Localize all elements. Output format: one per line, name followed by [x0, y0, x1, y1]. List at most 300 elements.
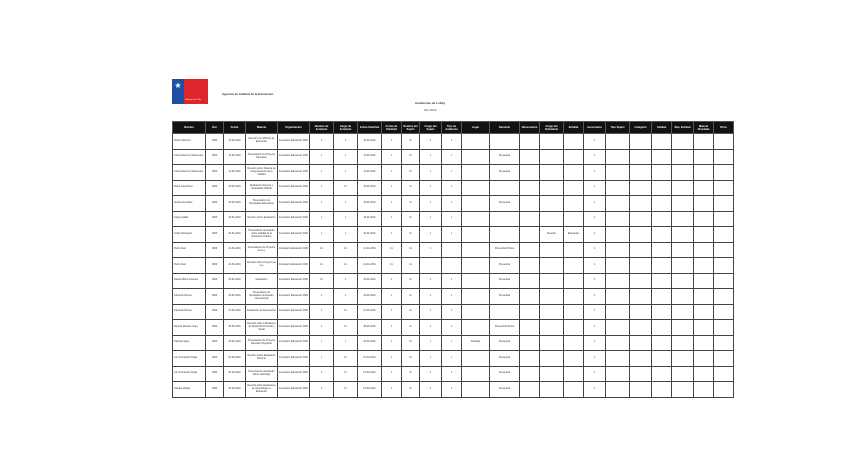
table-cell: Presencial — [490, 165, 520, 181]
table-cell — [694, 335, 714, 351]
table-cell: 1 — [420, 227, 442, 243]
table-cell: 1 — [334, 196, 358, 212]
table-row — [173, 351, 734, 367]
table-cell: Fundación Educación 2020 — [278, 335, 310, 351]
logo-label: Gobierno de Chile — [185, 99, 202, 101]
table-cell: 11 — [382, 258, 402, 274]
table-cell — [564, 134, 584, 150]
column-header: Tipo de Audiencia — [442, 122, 462, 134]
table-cell: 1 — [334, 134, 358, 150]
table-cell — [606, 335, 630, 351]
table-cell — [694, 366, 714, 382]
table-cell: 1 — [310, 149, 334, 165]
table-cell: 29-01-2016 — [358, 335, 382, 351]
table-cell: 1 — [420, 180, 442, 196]
table-cell: 1 — [310, 382, 334, 398]
table-cell: Fundación Educación 2020 — [278, 165, 310, 181]
table-cell — [520, 242, 540, 258]
table-cell: 1 — [382, 366, 402, 382]
table-cell — [564, 320, 584, 336]
table-cell: 12-01-2016 — [358, 134, 382, 150]
table-cell: 1800 — [206, 320, 224, 336]
table-cell: 1800 — [206, 273, 224, 289]
table-cell: 1 — [442, 196, 462, 212]
table-cell: 1 — [310, 134, 334, 150]
table-cell: Reunión sobre Evaluación Docente — [246, 351, 278, 367]
table-cell: Fundación Educación 2020 — [278, 320, 310, 336]
table-cell — [630, 242, 652, 258]
column-header: Otros — [714, 122, 734, 134]
table-cell: Educación — [564, 227, 584, 243]
table-cell — [564, 351, 584, 367]
table-cell — [630, 211, 652, 227]
column-header: Materia — [246, 122, 278, 134]
table-row — [173, 165, 734, 181]
table-cell: Evaluación de Desempeño — [246, 304, 278, 320]
table-cell: 1 — [442, 134, 462, 150]
table-cell — [462, 134, 490, 150]
table-cell — [652, 304, 672, 320]
table-cell: 1 — [382, 335, 402, 351]
table-cell — [564, 273, 584, 289]
table-cell: 1 — [584, 351, 606, 367]
table-cell: 19-01-2016 — [358, 211, 382, 227]
table-cell: Presentación de Resultados Educativos — [246, 196, 278, 212]
table-cell — [652, 134, 672, 150]
table-row — [173, 134, 734, 150]
table-cell — [520, 149, 540, 165]
table-cell — [672, 149, 694, 165]
table-cell — [520, 351, 540, 367]
table-cell: Ricardo Morales Vega — [173, 320, 206, 336]
table-cell — [606, 211, 630, 227]
table-cell — [672, 289, 694, 305]
table-cell — [520, 304, 540, 320]
column-header: Tipo Sujeto — [606, 122, 630, 134]
table-cell — [540, 320, 564, 336]
table-cell: 1 — [310, 196, 334, 212]
table-cell — [606, 289, 630, 305]
table-cell — [564, 304, 584, 320]
table-cell: 1 — [334, 227, 358, 243]
table-row — [173, 273, 734, 289]
table-cell — [564, 196, 584, 212]
table-cell: 1 — [382, 289, 402, 305]
table-cell — [652, 149, 672, 165]
table-cell: 1 — [420, 335, 442, 351]
table-cell — [714, 289, 734, 305]
column-header: Asesorados — [584, 122, 606, 134]
table-cell: Presentación de Estudio Sobre Liderazgo — [246, 366, 278, 382]
table-cell — [714, 258, 734, 274]
table-cell — [540, 211, 564, 227]
table-cell: 1 — [584, 227, 606, 243]
table-cell — [540, 335, 564, 351]
table-cell: 1 — [442, 320, 462, 336]
table-cell: 1 — [442, 165, 462, 181]
table-cell — [520, 134, 540, 150]
column-header: Fecha — [224, 122, 246, 134]
table-row — [173, 289, 734, 305]
table-cell — [540, 165, 564, 181]
table-row — [173, 335, 734, 351]
table-cell — [564, 335, 584, 351]
table-cell: 1800 — [206, 258, 224, 274]
column-header: Nombre del Sujeto — [402, 122, 420, 134]
table-cell: Reunión con Ministro de Educación — [246, 134, 278, 150]
table-cell — [630, 165, 652, 181]
table-cell: 26-01-2016 — [224, 289, 246, 305]
star-icon: ★ — [174, 81, 182, 90]
table-cell: 11 — [402, 304, 420, 320]
table-cell: 25-01-2016 — [358, 273, 382, 289]
table-cell — [606, 227, 630, 243]
table-cell: Presentación de Resultados de Estudio Internacional — [246, 289, 278, 305]
table-cell — [520, 366, 540, 382]
table-cell: 03-02-2016 — [358, 382, 382, 398]
table-cell: Presencial Oficina — [490, 320, 520, 336]
column-header: Organización — [278, 122, 310, 134]
table-cell — [652, 335, 672, 351]
table-cell: Presencial — [490, 273, 520, 289]
table-cell — [714, 227, 734, 243]
table-cell: Andrea González — [173, 196, 206, 212]
table-cell: 11 — [402, 335, 420, 351]
table-cell: 18-01-2016 — [224, 196, 246, 212]
table-cell: Luis Fernández Rojas — [173, 351, 206, 367]
table-cell: Evaluación — [246, 273, 278, 289]
column-header: Duración — [490, 122, 520, 134]
table-cell — [630, 382, 652, 398]
table-cell — [672, 180, 694, 196]
table-cell — [606, 165, 630, 181]
table-cell: 11 — [382, 242, 402, 258]
table-cell — [694, 149, 714, 165]
table-cell — [694, 165, 714, 181]
table-cell — [520, 320, 540, 336]
lobby-table — [172, 121, 734, 398]
table-cell — [462, 211, 490, 227]
table-cell — [714, 366, 734, 382]
table-cell — [630, 304, 652, 320]
table-cell: 11 — [334, 304, 358, 320]
table-cell: 22-01-2016 — [224, 258, 246, 274]
table-cell: 1 — [382, 227, 402, 243]
table-cell — [564, 149, 584, 165]
table-cell: Fundación Educación 2020 — [278, 242, 310, 258]
document-subtitle: Año 2016 — [423, 108, 437, 112]
table-cell — [520, 289, 540, 305]
government-logo — [172, 79, 208, 104]
table-cell — [672, 366, 694, 382]
table-cell — [694, 273, 714, 289]
table-cell: Reunión — [540, 227, 564, 243]
table-cell — [462, 382, 490, 398]
table-cell — [520, 227, 540, 243]
table-cell — [442, 258, 462, 274]
table-cell — [714, 180, 734, 196]
table-cell: 1 — [334, 289, 358, 305]
table-cell — [564, 382, 584, 398]
table-cell — [652, 196, 672, 212]
table-cell — [630, 273, 652, 289]
table-cell: 19-01-2016 — [224, 211, 246, 227]
table-cell — [694, 211, 714, 227]
table-cell — [652, 366, 672, 382]
table-cell — [520, 335, 540, 351]
table-cell: 26-01-2016 — [358, 289, 382, 305]
table-cell: 1800 — [206, 211, 224, 227]
column-header: Nombre — [173, 122, 206, 134]
table-cell — [606, 149, 630, 165]
table-cell: 1 — [310, 304, 334, 320]
table-cell: 1 — [382, 320, 402, 336]
table-cell — [564, 180, 584, 196]
table-cell: 1 — [420, 242, 442, 258]
table-cell: 1 — [310, 165, 334, 181]
table-cell: 1800 — [206, 242, 224, 258]
table-cell: 1 — [442, 351, 462, 367]
table-cell — [462, 366, 490, 382]
table-row — [173, 304, 734, 320]
table-cell: 1 — [584, 242, 606, 258]
table-cell: 11 — [310, 258, 334, 274]
table-cell: 1 — [334, 273, 358, 289]
column-header: Rep. Entidad — [672, 122, 694, 134]
table-cell: 11 — [402, 273, 420, 289]
table-cell — [694, 180, 714, 196]
table-cell: 1 — [334, 211, 358, 227]
table-cell: 1 — [420, 382, 442, 398]
column-header: Rut — [206, 122, 224, 134]
table-cell: Jorge Castillo — [173, 211, 206, 227]
table-cell — [714, 149, 734, 165]
table-cell — [694, 304, 714, 320]
table-cell — [520, 211, 540, 227]
table-cell — [540, 273, 564, 289]
table-cell: 02-02-2016 — [224, 366, 246, 382]
table-cell — [694, 289, 714, 305]
table-cell — [490, 304, 520, 320]
table-cell: 1 — [442, 211, 462, 227]
table-cell: Felipe Rodríguez — [173, 227, 206, 243]
table-cell: 1800 — [206, 134, 224, 150]
table-cell: Pedro Soto — [173, 242, 206, 258]
table-cell — [520, 273, 540, 289]
table-cell — [714, 242, 734, 258]
table-cell: Presencial — [490, 366, 520, 382]
table-cell — [652, 382, 672, 398]
table-cell: 11 — [334, 242, 358, 258]
table-cell: 1 — [584, 289, 606, 305]
table-cell: 13-01-2016 — [224, 149, 246, 165]
table-cell: 11 — [310, 242, 334, 258]
table-cell: Fundación Educación 2020 — [278, 366, 310, 382]
table-cell — [606, 196, 630, 212]
logo-red-block — [184, 79, 208, 97]
table-cell: 1 — [334, 149, 358, 165]
table-cell: Reunión sobre Sistema de Aseguramiento de la Calidad — [246, 165, 278, 181]
table-cell — [714, 320, 734, 336]
table-cell — [630, 289, 652, 305]
table-cell: 1 — [584, 335, 606, 351]
table-cell — [672, 382, 694, 398]
table-cell — [606, 366, 630, 382]
table-cell: 27-01-2016 — [224, 304, 246, 320]
table-cell — [630, 227, 652, 243]
table-cell: 1 — [420, 196, 442, 212]
table-cell — [652, 227, 672, 243]
table-cell: 1 — [310, 227, 334, 243]
table-cell: Fundación Educación 2020 — [278, 382, 310, 398]
table-cell — [652, 180, 672, 196]
table-cell — [630, 320, 652, 336]
table-cell: Patricia Lagos — [173, 335, 206, 351]
table-cell — [462, 227, 490, 243]
table-cell — [672, 335, 694, 351]
table-cell: 1 — [310, 366, 334, 382]
table-cell: 1 — [420, 165, 442, 181]
table-row — [173, 180, 734, 196]
table-cell — [606, 258, 630, 274]
table-cell — [462, 149, 490, 165]
table-cell: 1 — [310, 180, 334, 196]
table-cell: 1 — [382, 273, 402, 289]
table-cell: 11 — [310, 273, 334, 289]
table-cell: 11 — [334, 366, 358, 382]
table-cell: 21-01-2016 — [224, 242, 246, 258]
table-cell — [672, 304, 694, 320]
table-cell: 1 — [382, 196, 402, 212]
table-cell: 28-01-2016 — [358, 320, 382, 336]
table-row — [173, 227, 734, 243]
table-cell: 1 — [584, 366, 606, 382]
table-cell: 1800 — [206, 196, 224, 212]
table-cell: 1800 — [206, 180, 224, 196]
table-cell — [490, 180, 520, 196]
table-cell: 11 — [402, 320, 420, 336]
table-cell: 1 — [420, 289, 442, 305]
table-cell — [694, 351, 714, 367]
table-cell — [672, 258, 694, 274]
document-title: Audiencias de Lobby — [414, 101, 446, 105]
table-cell — [462, 289, 490, 305]
table-row — [173, 211, 734, 227]
table-cell: 1 — [584, 180, 606, 196]
table-cell — [652, 289, 672, 305]
table-cell: 11 — [334, 258, 358, 274]
table-cell — [540, 149, 564, 165]
table-cell: 1 — [382, 304, 402, 320]
table-cell — [564, 366, 584, 382]
table-cell: 1 — [382, 382, 402, 398]
table-cell — [714, 335, 734, 351]
table-cell: 1 — [442, 366, 462, 382]
column-header: Calidad — [652, 122, 672, 134]
table-cell: 28-01-2016 — [224, 320, 246, 336]
column-header: Cargo de Asistente — [334, 122, 358, 134]
table-cell — [714, 382, 734, 398]
table-cell — [606, 134, 630, 150]
table-cell: Fundación Educación 2020 — [278, 289, 310, 305]
table-cell — [630, 196, 652, 212]
table-row — [173, 258, 734, 274]
table-cell: 1 — [310, 211, 334, 227]
table-cell — [672, 165, 694, 181]
table-cell — [490, 211, 520, 227]
table-cell — [630, 335, 652, 351]
table-cell: 01-02-2016 — [358, 351, 382, 367]
table-cell: 11 — [402, 211, 420, 227]
table-cell — [672, 320, 694, 336]
table-header-row — [173, 122, 734, 134]
table-cell: Fundación Educación 2020 — [278, 227, 310, 243]
table-cell: Presentación de Proyecto de Ley — [246, 242, 278, 258]
table-cell: 1800 — [206, 366, 224, 382]
table-cell: Presencial — [490, 351, 520, 367]
table-cell — [520, 258, 540, 274]
table-cell: 1 — [382, 149, 402, 165]
table-cell: Presencial Oficina — [490, 242, 520, 258]
table-cell: 1 — [382, 351, 402, 367]
table-cell: 1 — [382, 134, 402, 150]
table-cell — [540, 196, 564, 212]
table-cell — [714, 165, 734, 181]
table-cell: 11 — [402, 180, 420, 196]
table-cell — [672, 196, 694, 212]
table-cell: 18-01-2016 — [358, 196, 382, 212]
table-cell — [672, 242, 694, 258]
table-cell: Fundación Educación 2020 — [278, 196, 310, 212]
table-cell: 1 — [310, 351, 334, 367]
table-cell: 1 — [420, 320, 442, 336]
table-cell: Carolina Herrera — [173, 304, 206, 320]
table-cell: Presentación de Estudio sobre Calidad de la Educación Pública — [246, 227, 278, 243]
table-cell: Reunión sobre Evaluación — [246, 211, 278, 227]
table-cell — [672, 134, 694, 150]
table-cell: Fundación Educación 2020 — [278, 351, 310, 367]
table-cell — [714, 196, 734, 212]
table-cell: 1 — [442, 149, 462, 165]
table-cell — [606, 242, 630, 258]
table-cell — [606, 180, 630, 196]
organization-name: Agencia de Calidad de la Educación — [222, 92, 274, 96]
table-cell: 1800 — [206, 165, 224, 181]
table-cell: Carlos Ramírez Valenzuela — [173, 165, 206, 181]
table-cell — [540, 242, 564, 258]
table-cell — [462, 180, 490, 196]
table-cell — [462, 351, 490, 367]
table-cell: Fundación Educación 2020 — [278, 258, 310, 274]
table-cell — [462, 304, 490, 320]
column-header: Materia Abordada — [694, 122, 714, 134]
table-cell — [714, 273, 734, 289]
table-cell — [714, 304, 734, 320]
table-cell: 22-01-2016 — [358, 258, 382, 274]
table-cell: 1 — [442, 289, 462, 305]
table-cell — [672, 273, 694, 289]
table-cell — [462, 165, 490, 181]
table-cell: 11 — [334, 180, 358, 196]
table-cell — [462, 196, 490, 212]
table-cell: 25-01-2016 — [224, 273, 246, 289]
table-cell — [606, 273, 630, 289]
table-cell — [630, 351, 652, 367]
table-cell: 11 — [402, 134, 420, 150]
table-cell: Presencial — [490, 196, 520, 212]
table-cell: Santiago — [462, 335, 490, 351]
table-cell — [652, 273, 672, 289]
